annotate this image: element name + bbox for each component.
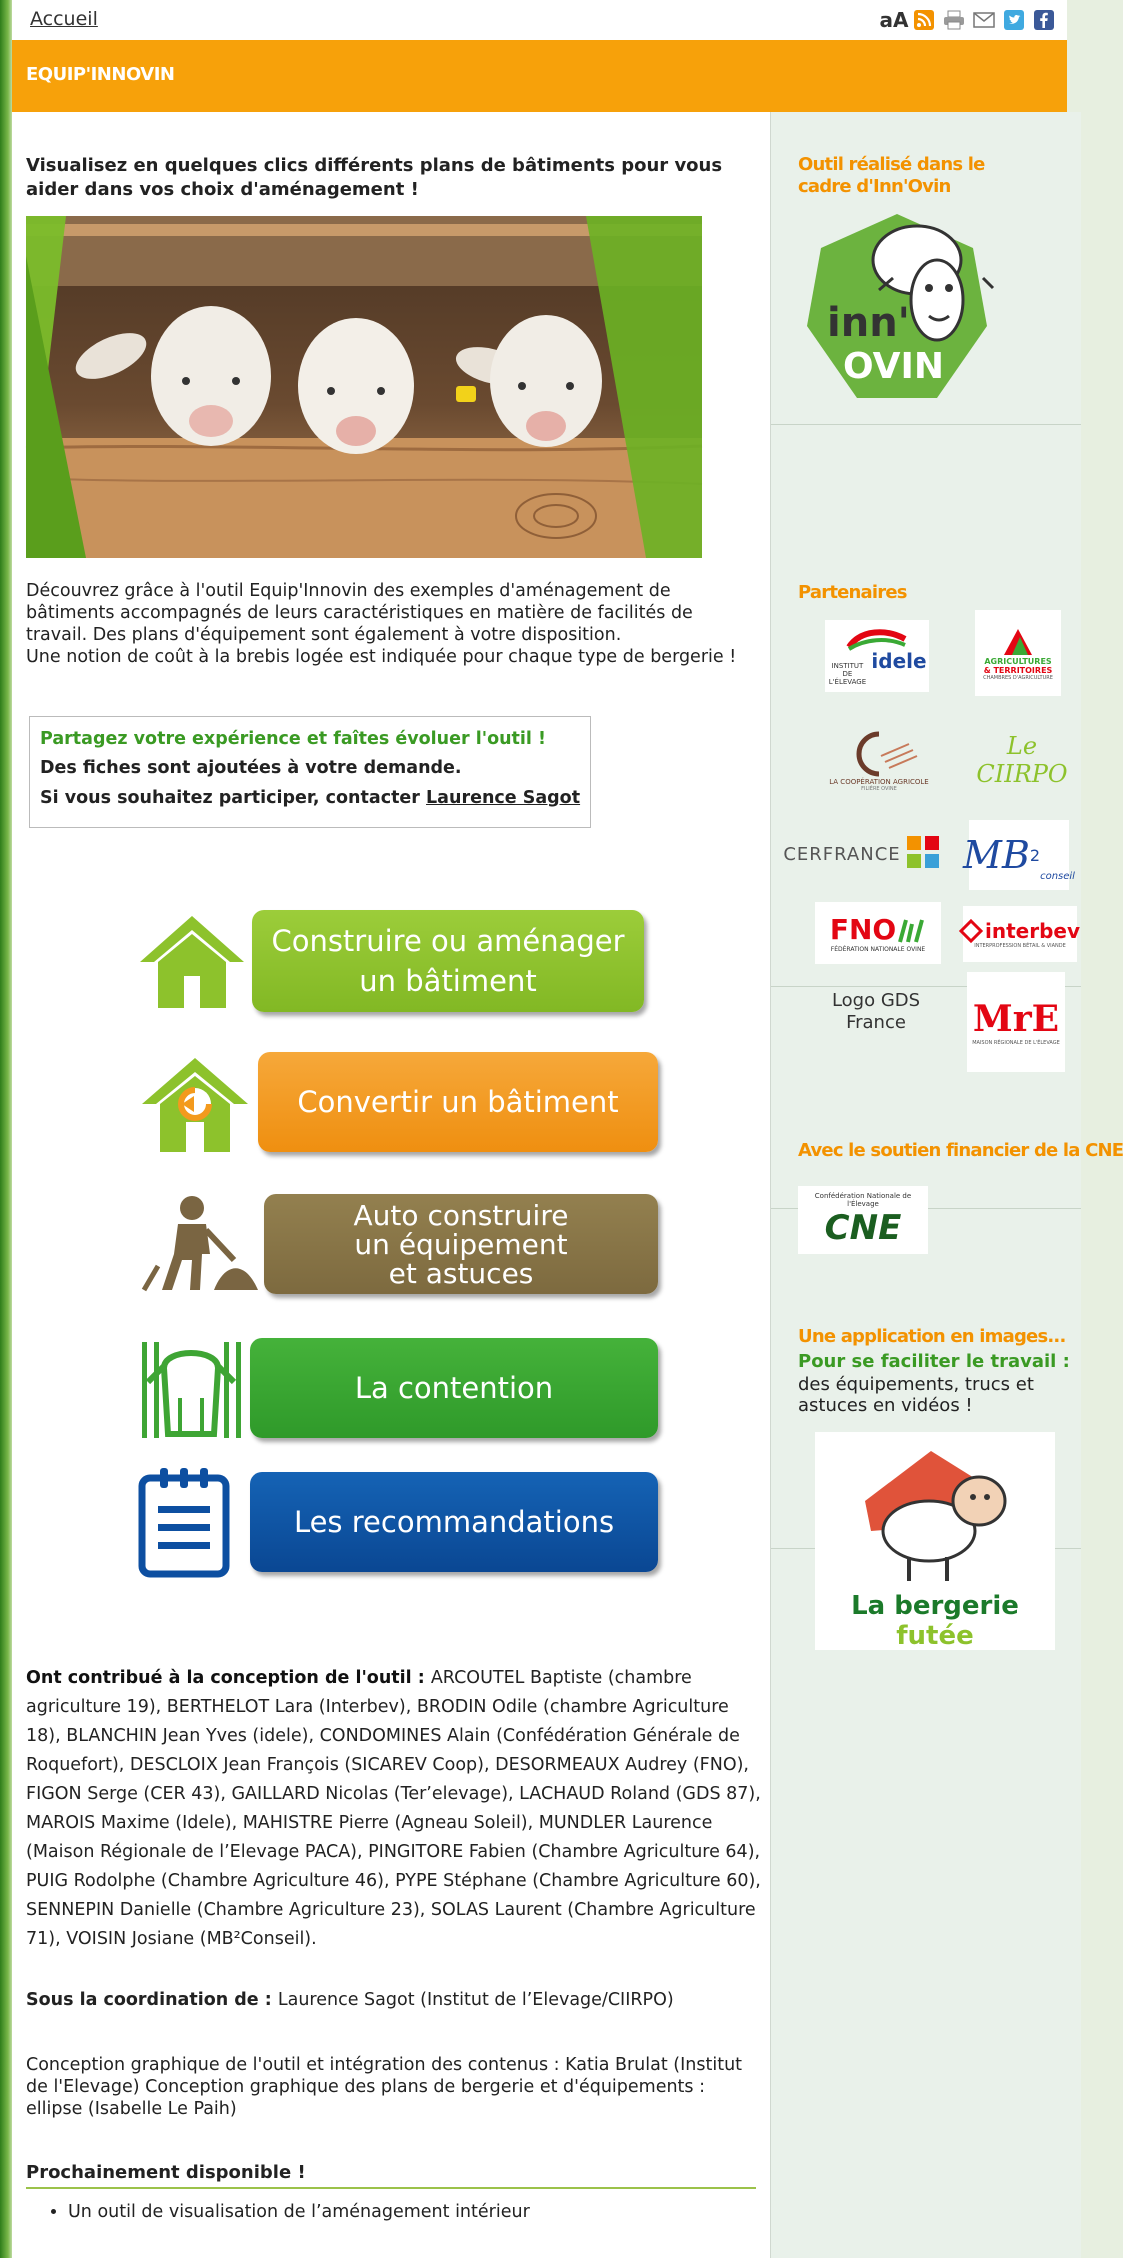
interbev-sub: INTERPROFESSION BÉTAIL & VIANDE: [974, 943, 1066, 949]
rss-icon[interactable]: [913, 9, 935, 31]
construire-button[interactable]: [252, 910, 644, 1012]
intro-description-2: Une notion de coût à la brebis logée est indiquée pour chaque type de bergerie !: [26, 647, 737, 667]
coming-soon-list: [68, 2202, 530, 2222]
auto-label-2: un équipement: [354, 1227, 568, 1261]
sidebar-app-section: [771, 1208, 1081, 1651]
fno-logo[interactable]: [815, 902, 941, 964]
cne-title: Avec le soutien financier de la CNE: [798, 1140, 1123, 1161]
notepad-icon[interactable]: [136, 1466, 232, 1582]
gds-label: Logo GDS France: [831, 990, 921, 1033]
idele-label: idele: [871, 648, 927, 673]
convertir-button[interactable]: [258, 1052, 658, 1152]
contact-link-laurence-sagot[interactable]: Laurence Sagot: [426, 788, 581, 808]
page: [12, 0, 1123, 2258]
house-icon[interactable]: [136, 912, 248, 1016]
interbev-logo[interactable]: [963, 906, 1080, 962]
bergerie-label-2: futée: [896, 1621, 974, 1651]
recommandations-label: Les recommandations: [293, 1505, 615, 1539]
share-heading: Partagez votre expérience et faîtes évoluer l'outil !: [40, 729, 546, 749]
agri-label-2: & TERRITOIRES: [983, 666, 1053, 675]
font-size-label: aA: [879, 8, 909, 32]
coming-soon-title: Prochainement disponible !: [26, 2162, 756, 2189]
credits-text: ARCOUTEL Baptiste (chambre agriculture 19), BERTHELOT Lara (Interbev), BRODIN Odile (chambre Agriculture 18), BLANCHIN Jean Yves (idele), CONDOMINES Alain (Confédération Générale de Roquefort), DESCLOIX Jean François (SICAREV Coop), DESORMEAUX Audrey (FNO), FIGON Serge (CER 43), GAILLARD Nicolas (Ter’elevage), LACHAUD Roland (GDS 87), MAROIS Maxime (Idele), MAHISTRE Pierre (Agneau Soleil), MUNDLER Laurence (Maison Régionale de l’Elevage PACA), PINGITORE Fabien (Chambre Agriculture 64), PUIG Rodolphe (Chambre Agriculture 46), PYPE Stéphane (Chambre Agriculture 60), SENNEPIN Danielle (Chambre Agriculture 23), SOLAS Laurent (Chambre Agriculture 71), VOISIN Josiane (MB²Conseil).: [26, 1668, 761, 1949]
top-bar: [12, 0, 1067, 40]
coordination-paragraph: [26, 1990, 762, 2010]
toolbar: [879, 8, 1055, 32]
idele-small: INSTITUT DE L'ÉLEVAGE: [828, 661, 867, 686]
app-description: des équipements, trucs et astuces en vidéos !: [798, 1374, 1034, 1416]
convert-house-icon[interactable]: [138, 1054, 252, 1158]
facebook-icon[interactable]: [1033, 9, 1055, 31]
share-box: [29, 716, 591, 828]
partners-title: Partenaires: [798, 582, 907, 603]
app-subtitle: Pour se faciliter le travail :: [798, 1351, 1070, 1372]
breadcrumb-home-link[interactable]: Accueil: [30, 8, 98, 30]
ciirpo-label: Le CIIRPO: [976, 732, 1068, 788]
construire-label-2: un bâtiment: [359, 964, 537, 998]
mb2-sub: conseil: [1040, 871, 1075, 882]
agri-label-3: CHAMBRES D'AGRICULTURE: [983, 675, 1053, 681]
cne-small: Confédération Nationale de l'Élevage: [814, 1192, 912, 1208]
list-item: • Un outil de visualisation de l’aménagement intérieur: [68, 2202, 530, 2222]
print-icon[interactable]: [943, 9, 965, 31]
share-line-3: [40, 788, 580, 808]
fno-sub: FÉDÉRATION NATIONALE OVINE: [830, 946, 926, 953]
sidebar: [770, 112, 1123, 2258]
auto-label-1: Auto construire: [353, 1198, 569, 1232]
mb2-conseil-logo[interactable]: [963, 820, 1075, 890]
mre-logo[interactable]: [967, 972, 1065, 1072]
contention-sheep-icon[interactable]: [134, 1338, 248, 1446]
app-title: Une application en images...: [798, 1326, 1066, 1347]
site-title: EQUIP'INNOVIN: [26, 64, 175, 85]
auto-label-3: et astuces: [388, 1256, 534, 1290]
contention-label: La contention: [354, 1371, 554, 1405]
intro-description-1: Découvrez grâce à l'outil Equip'Innovin des exemples d'aménagement de bâtiments accompagnés de leurs caractéristiques en matière de facilités de travail. Des plans d'équipement sont également à votre disposition.: [26, 581, 693, 645]
coop-label: LA COOPÉRATION AGRICOLE: [829, 778, 929, 786]
innovin-logo[interactable]: [797, 208, 997, 408]
bergerie-label-1: La bergerie: [851, 1591, 1019, 1621]
credits-label: Ont contribué à la conception de l'outil :: [26, 1668, 431, 1688]
cerfrance-logo[interactable]: [783, 826, 939, 882]
twitter-icon[interactable]: [1003, 9, 1025, 31]
auto-construire-button[interactable]: [264, 1194, 658, 1294]
innovin-logo-text-2: OVIN: [843, 346, 945, 387]
coop-sub: FILIÈRE OVINE: [861, 786, 897, 792]
ciirpo-logo[interactable]: [967, 730, 1077, 790]
graphic-design-credits: Conception graphique de l'outil et intégration des contenus : Katia Brulat (Institut de l'Elevage) Conception graphique des plans de bergerie et d'équipements : ellipse (Isabelle Le Paih): [26, 2055, 743, 2119]
credits-paragraph: [26, 1664, 762, 1954]
mre-sub: MAISON RÉGIONALE DE L'ÉLEVAGE: [972, 1040, 1060, 1046]
construire-label-1: Construire ou aménager: [271, 924, 625, 958]
mb2-sup: 2: [1029, 845, 1041, 865]
innovin-title: Outil réalisé dans le cadre d'Inn'Ovin: [798, 154, 985, 197]
share-line-2: Des fiches sont ajoutées à votre demande.: [40, 758, 462, 778]
hero-image-lambs: [26, 216, 702, 558]
share-contact-text: Si vous souhaitez participer, contacter: [40, 788, 427, 808]
contention-button[interactable]: [250, 1338, 658, 1438]
mb2-label: MB: [963, 833, 1030, 877]
worker-shovel-icon[interactable]: [136, 1194, 262, 1302]
innovin-logo-text-1: inn': [827, 300, 910, 346]
coordination-text: Laurence Sagot (Institut de l’Elevage/CIIRPO): [277, 1990, 674, 2010]
fno-label: FNO: [829, 913, 897, 946]
idele-logo[interactable]: [825, 620, 929, 692]
recommandations-button[interactable]: [250, 1472, 658, 1572]
interbev-label: interbev: [985, 919, 1080, 943]
bergerie-futee-logo[interactable]: [815, 1432, 1055, 1650]
agri-label-1: AGRICULTURES: [984, 657, 1052, 666]
coordination-label: Sous la coordination de :: [26, 1990, 278, 2010]
intro-description: [26, 580, 756, 668]
font-size-icon[interactable]: [879, 8, 909, 32]
cooperation-agricole-logo[interactable]: [825, 720, 933, 802]
email-icon[interactable]: [973, 9, 995, 31]
sidebar-innovin-section: [771, 112, 1081, 425]
convertir-label: Convertir un bâtiment: [297, 1085, 619, 1119]
intro-heading: Visualisez en quelques clics différents plans de bâtiments pour vous aider dans vos choix d'aménagement !: [26, 155, 723, 200]
mre-label: MrE: [972, 998, 1060, 1040]
agricultures-territoires-logo[interactable]: [975, 610, 1061, 696]
cerfrance-label: CERFRANCE: [783, 843, 901, 865]
cne-label: CNE: [824, 1208, 902, 1248]
